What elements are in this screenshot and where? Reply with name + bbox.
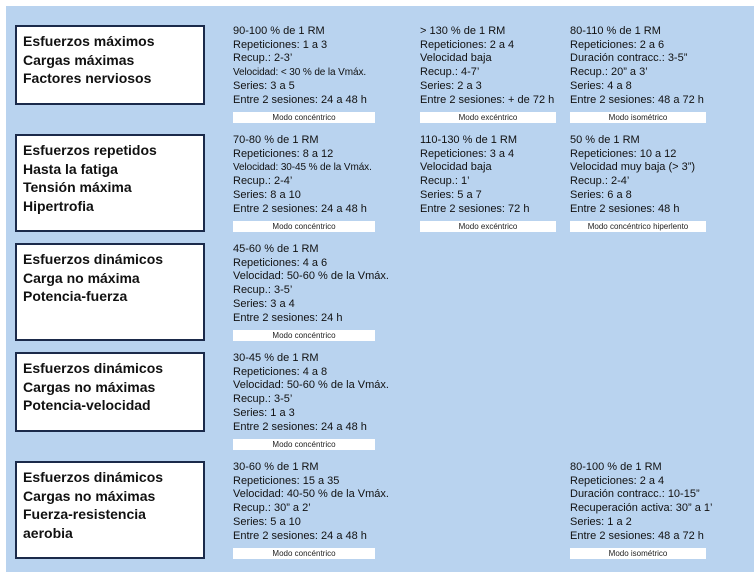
section-heading-line: aerobia	[23, 524, 73, 541]
section-heading-box	[15, 25, 205, 105]
parameter-line: Recuperación activa: 30” a 1’	[570, 502, 713, 515]
section-heading-line: Hipertrofia	[23, 197, 94, 214]
parameter-line: Entre 2 sesiones: 24 a 48 h	[233, 529, 367, 542]
parameter-line: Repeticiones: 2 a 6	[570, 38, 665, 51]
mode-label: Modo concéntrico	[233, 330, 375, 341]
parameter-line: Recup.: 1’	[420, 175, 470, 188]
modality-column	[570, 25, 706, 125]
parameter-line: Velocidad: 30-45 % de la Vmáx.	[233, 162, 372, 174]
section-heading-line: Esfuerzos dinámicos	[23, 360, 164, 376]
parameter-line: Series: 1 a 2	[570, 515, 632, 528]
parameter-line: Velocidad: 50-60 % de la Vmáx.	[233, 270, 389, 283]
parameter-line: Repeticiones: 2 a 4	[570, 474, 665, 487]
modality-column	[233, 25, 375, 125]
parameter-line: Series: 3 a 4	[233, 297, 295, 310]
parameter-line: 30-45 % de 1 RM	[233, 352, 319, 364]
modality-column	[570, 134, 706, 234]
parameter-line: Recup.: 2-4’	[570, 175, 630, 188]
parameter-line: Repeticiones: 15 a 35	[233, 474, 340, 487]
section-heading-line: Esfuerzos repetidos	[23, 142, 157, 158]
parameter-line: Series: 4 a 8	[570, 79, 632, 92]
parameter-line: Repeticiones: 4 a 8	[233, 365, 328, 378]
section-heading-line: Fuerza-resistencia	[23, 506, 146, 522]
parameter-line: 50 % de 1 RM	[570, 134, 640, 146]
modality-column	[420, 134, 556, 234]
section-heading-box	[15, 243, 205, 341]
section-heading-line: Hasta la fatiga	[23, 160, 118, 177]
parameter-line: Entre 2 sesiones: 48 h	[570, 202, 680, 215]
modality-column	[233, 352, 389, 452]
parameter-line: Entre 2 sesiones: 24 h	[233, 311, 343, 324]
parameter-line: Series: 6 a 8	[570, 188, 632, 201]
modality-column	[233, 461, 389, 561]
parameter-line: Repeticiones: 2 a 4	[420, 38, 515, 51]
parameter-line: Recup.: 2-4’	[233, 175, 293, 188]
parameter-line: Entre 2 sesiones: 72 h	[420, 202, 530, 215]
section-heading-line: Tensión máxima	[23, 179, 132, 195]
mode-label: Modo concéntrico	[233, 112, 375, 123]
modality-column	[233, 134, 375, 234]
parameter-line: Recup.: 20” a 3’	[570, 66, 648, 79]
mode-label: Modo isométrico	[570, 548, 706, 559]
mode-label: Modo excéntrico	[420, 221, 556, 232]
mode-label: Modo excéntrico	[420, 112, 556, 123]
parameter-line: Repeticiones: 3 a 4	[420, 147, 515, 160]
parameter-line: Series: 5 a 7	[420, 188, 482, 201]
section-heading-line: Esfuerzos dinámicos	[23, 251, 164, 267]
section-heading-line: Cargas no máximas	[23, 378, 156, 395]
modality-column	[233, 243, 389, 343]
parameter-line: Velocidad muy baja (> 3”)	[570, 161, 696, 174]
parameter-line: Entre 2 sesiones: + de 72 h	[420, 93, 555, 106]
mode-label: Modo concéntrico	[233, 439, 375, 450]
parameter-line: Series: 3 a 5	[233, 79, 295, 92]
section-heading-box	[15, 461, 205, 559]
parameter-line: Recup.: 30” a 2’	[233, 502, 311, 515]
parameter-line: 80-110 % de 1 RM	[570, 25, 661, 37]
parameter-line: Duración contracc.: 10-15”	[570, 488, 700, 501]
parameter-line: Velocidad: 50-60 % de la Vmáx.	[233, 379, 389, 392]
parameter-line: Velocidad baja	[420, 52, 492, 65]
parameter-line: > 130 % de 1 RM	[420, 25, 506, 37]
parameter-line: 70-80 % de 1 RM	[233, 134, 319, 146]
parameter-line: Entre 2 sesiones: 24 a 48 h	[233, 202, 367, 215]
parameter-line: 80-100 % de 1 RM	[570, 461, 662, 473]
modality-column	[420, 25, 556, 125]
section-heading-line: Potencia-velocidad	[23, 397, 151, 413]
parameter-line: Repeticiones: 8 a 12	[233, 147, 334, 160]
parameter-line: Repeticiones: 1 a 3	[233, 38, 328, 51]
section-heading-line: Cargas máximas	[23, 51, 135, 68]
parameter-line: Entre 2 sesiones: 24 a 48 h	[233, 93, 367, 106]
mode-label: Modo concéntrico	[233, 548, 375, 559]
mode-label: Modo concéntrico hiperlento	[570, 221, 706, 232]
parameter-line: Recup.: 2-3’	[233, 52, 293, 65]
section-heading-line: Esfuerzos máximos	[23, 33, 155, 49]
modality-column	[570, 461, 712, 561]
parameter-line: Velocidad: < 30 % de la Vmáx.	[233, 67, 367, 79]
parameter-line: Duración contracc.: 3-5”	[570, 52, 688, 65]
section-heading-line: Factores nerviosos	[23, 70, 152, 86]
section-heading-box	[15, 134, 205, 232]
parameter-line: Repeticiones: 10 a 12	[570, 147, 677, 160]
parameter-line: Recup.: 4-7’	[420, 66, 480, 79]
mode-label: Modo concéntrico	[233, 221, 375, 232]
section-heading-line: Esfuerzos dinámicos	[23, 469, 164, 485]
parameter-line: Series: 5 a 10	[233, 515, 301, 528]
parameter-line: 90-100 % de 1 RM	[233, 25, 325, 37]
parameter-line: Series: 1 a 3	[233, 406, 295, 419]
parameter-line: 110-130 % de 1 RM	[420, 134, 518, 146]
parameter-line: 30-60 % de 1 RM	[233, 461, 319, 473]
parameter-line: Entre 2 sesiones: 48 a 72 h	[570, 529, 704, 542]
parameter-line: Entre 2 sesiones: 48 a 72 h	[570, 93, 704, 106]
parameter-line: Series: 2 a 3	[420, 79, 482, 92]
parameter-line: Velocidad: 40-50 % de la Vmáx.	[233, 488, 389, 501]
parameter-line: Recup.: 3-5’	[233, 393, 293, 406]
parameter-line: Recup.: 3-5’	[233, 284, 293, 297]
section-heading-line: Cargas no máximas	[23, 487, 156, 504]
section-heading-line: Carga no máxima	[23, 269, 140, 286]
parameter-line: Series: 8 a 10	[233, 188, 301, 201]
parameter-line: Velocidad baja	[420, 161, 492, 174]
section-heading-line: Potencia-fuerza	[23, 288, 128, 304]
parameter-line: Repeticiones: 4 a 6	[233, 256, 328, 269]
parameter-line: Entre 2 sesiones: 24 a 48 h	[233, 420, 367, 433]
section-heading-box	[15, 352, 205, 432]
training-table-panel	[6, 6, 754, 572]
parameter-line: 45-60 % de 1 RM	[233, 243, 319, 255]
mode-label: Modo isométrico	[570, 112, 706, 123]
